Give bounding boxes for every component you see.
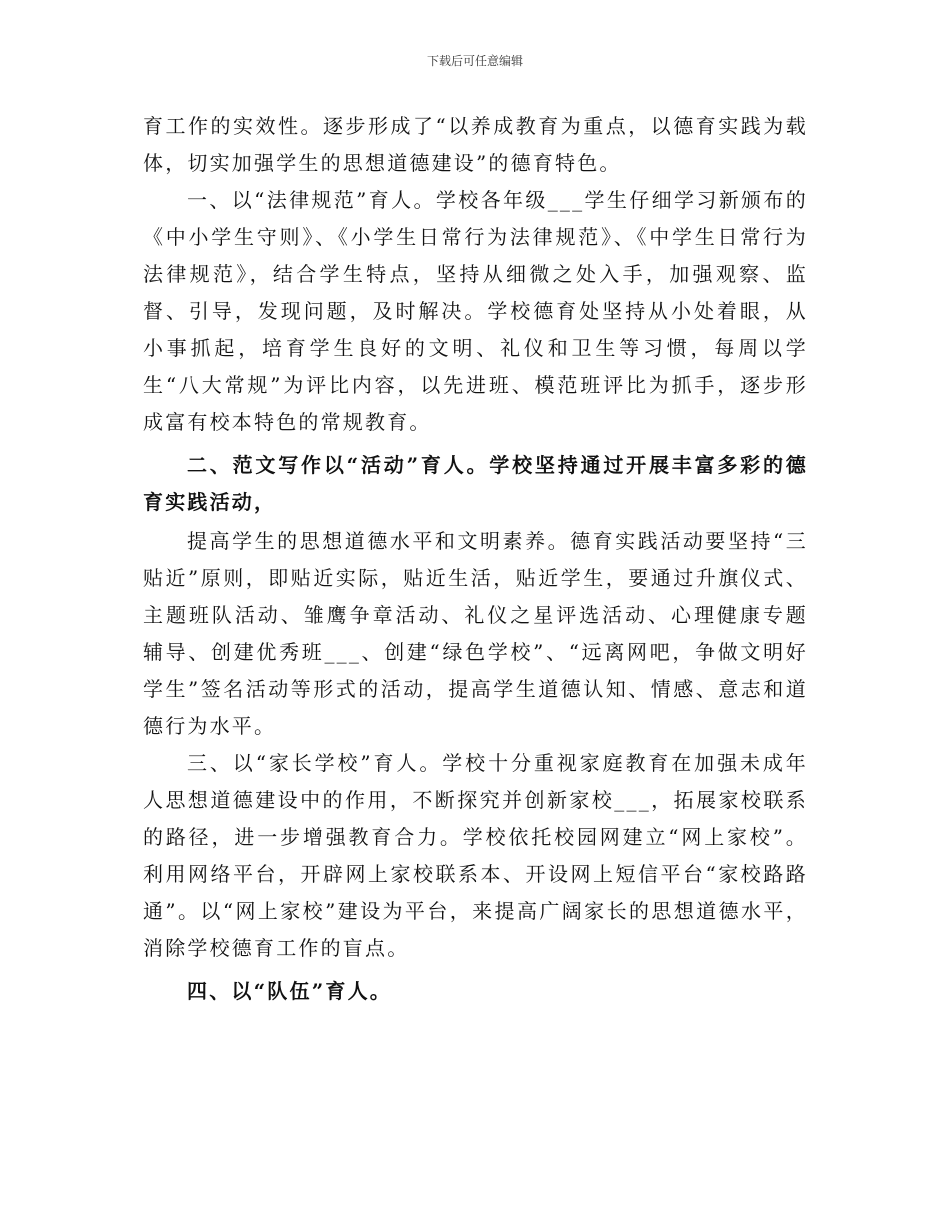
heading-section-2: 二、范文写作以“活动”育人。学校坚持通过开展丰富多彩的德育实践活动， (143, 453, 808, 514)
heading-section-4: 四、以“队伍”育人。 (187, 979, 393, 1003)
document-body (143, 108, 808, 1012)
paragraph-section-3: 三、以“家长学校”育人。学校十分重视家庭教育在加强未成年人思想道德建设中的作用，不断探究并创新家校___，拓展家校联系的路径，进一步增强教育合力。学校依托校园网建立“网上家校”。利用网络平台，开辟网上家校联系本、开设网上短信平台“家校路路通”。以“网上家校”建设为平台，来提高广阔家长的思想道德水平，消除学校德育工作的盲点。 (143, 751, 808, 960)
page-header: 下载后可任意编辑 (426, 54, 523, 68)
paragraph-continuation: 育工作的实效性。逐步形成了“以养成教育为重点，以德育实践为载体，切实加强学生的思想道德建设”的德育特色。 (143, 114, 808, 175)
paragraph-section-2: 提高学生的思想道德水平和文明素养。德育实践活动要坚持“三贴近”原则，即贴近实际，贴近生活，贴近学生，要通过升旗仪式、主题班队活动、雏鹰争章活动、礼仪之星评选活动、心理健康专题辅导、创建优秀班___、创建“绿色学校”、“远离网吧，争做文明好学生”签名活动等形式的活动，提高学生道德认知、情感、意志和道德行为水平。 (143, 529, 808, 738)
paragraph-section-1: 一、以“法律规范”育人。学校各年级___学生仔细学习新颁布的《中小学生守则》、《小学生日常行为法律规范》、《中学生日常行为法律规范》，结合学生特点，坚持从细微之处入手，加强观察、监督、引导，发现问题，及时解决。学校德育处坚持从小处着眼，从小事抓起，培育学生良好的文明、礼仪和卫生等习惯，每周以学生“八大常规”为评比内容，以先进班、模范班评比为抓手，逐步形成富有校本特色的常规教育。 (143, 188, 808, 434)
